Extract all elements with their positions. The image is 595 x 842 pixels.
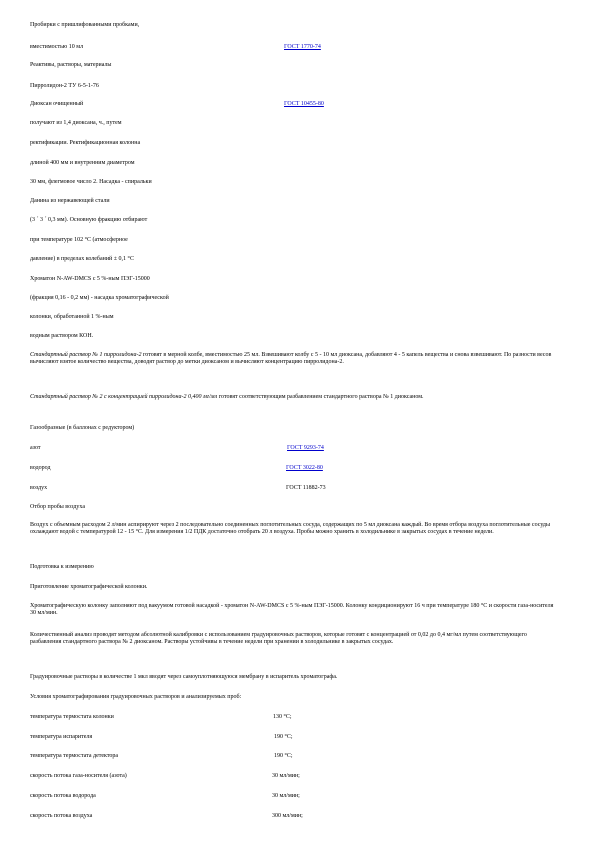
pyrrolidone-line: Пирролидон-2 ТУ 6-5-1-76 [30,83,99,89]
dioxane-line: ректификации. Ректификационная колонна [30,140,141,146]
gost-10455-link[interactable]: ГОСТ 10455-80 [284,101,324,107]
dioxane-line: давление) в пределах колебаний ± 0,1 °С [30,256,134,262]
condition-value: 190 °С; [274,734,293,740]
preparation-heading: Подготовка к измерению [30,564,94,570]
dioxane-line: Данина из нержавеющей стали [30,198,110,204]
dioxane-line: (3 ´ 3 ´ 0,3 мм). Основную фракцию отбирают [30,217,148,223]
gost-3022-link[interactable]: ГОСТ 3022-80 [286,465,323,471]
dioxane-line: 30 мм, флегмовое число 2. Насадка - спиральки [30,179,152,185]
gost-1770-link[interactable]: ГОСТ 1770-74 [284,44,321,50]
intro-line: вместимостью 10 мл [30,44,84,50]
dioxane-line: Хроматон N-AW-DMCS с 5 %-ным ПЭГ-15000 [30,276,150,282]
condition-value: 190 °С; [274,753,293,759]
dioxane-line: водным раствором КОН. [30,333,94,339]
dioxane-line: колонки, обработанной 1 %-ным [30,314,114,320]
column-prep-heading: Приготовление хроматографической колонки. [30,584,148,590]
gas-name: водород [30,465,51,471]
gost-9293-link[interactable]: ГОСТ 9293-74 [287,445,324,451]
condition-label: температура термостата детектора [30,753,119,759]
standard-solution-1-paragraph [30,352,555,366]
dioxane-line: при температуре 102 °С (атмосферное [30,237,128,243]
quantitative-analysis-paragraph: Количественный анализ проводят методом абсолютной калибровки с использованием градуировочных растворов, которые готовят с концентрацией от 0,02 до 0,4 мг/мл путем соответствующего разбавления стандартного раствора № 2 диоксаном. Растворы устойчивы в течение недели при хранении в холодильнике в закрытых сосудах. [30,632,527,646]
dioxane-line: получают из 1,4 диоксана, ч., путем [30,120,122,126]
gas-name: воздух [30,485,48,491]
condition-value: 30 мл/мин; [272,793,300,799]
dioxane-line: длиной 400 мм и внутренним диаметром [30,160,135,166]
condition-label: температура термостата колонки [30,714,114,720]
dioxane-line: (фракция 0,16 - 0,2 мм) - насадка хроматографической [30,295,169,301]
reagents-heading: Реактивы, растворы, материалы [30,62,112,68]
standard-solution-1-text: готовят в мерной колбе, вместимостью 25 мл. Взвешивают колбу с 5 - 10 мл диоксана, добавляют 4 - 5 капель вещества и снова взвешивают. По разности весов вычисляют взятое количество вещества, доводят раствор до метки диоксаном и вычисляют концентрацию пирролидона-2. [30,352,552,366]
sampling-heading: Отбор пробы воздуха [30,504,85,510]
condition-label: скорость потока водорода [30,793,96,799]
standard-solution-2-title: Стандартный раствор № 2 с концентрацией пирролидона-2 0,400 мг/мл [30,394,218,400]
gas-name: азот [30,445,41,451]
condition-label: скорость потока воздуха [30,813,93,819]
gost-11882-text: ГОСТ 11882-73 [286,485,326,491]
condition-value: 300 мл/мин; [272,813,303,819]
standard-solution-2-text: готовят соответствующим разбавлением стандартного раствора № 1 диоксаном. [217,394,424,400]
sampling-paragraph: Воздух с объемным расходом 2 л/мин аспирируют через 2 последовательно соединенных поглотительных сосуда, содержащих по 5 мл диоксана каждый. Во время отбора воздуха поглотительные сосуды охлаждают водой с температурой 12 - 15 °С. Для измерения 1/2 ПДК достаточно отобрать 20 л воздуха. Пробы можно хранить в холодильнике в закрытых сосудах в течение недели. [30,522,551,536]
conditions-heading: Условия хроматографирования градуировочных растворов и анализируемых проб: [30,694,242,700]
condition-value: 130 °С; [273,714,292,720]
standard-solution-2-paragraph [30,394,555,401]
dioxane-label: Диоксан очищенный [30,101,84,107]
condition-value: 30 мл/мин; [272,773,300,779]
gases-heading: Газообразные (в баллонах с редуктором) [30,425,135,431]
intro-line: Пробирки с пришлифованными пробками, [30,22,140,28]
column-prep-paragraph: Хроматографическую колонку заполняют под вакуумом готовой насадкой - хроматон N-AW-DMCS с 5 %-ным ПЭГ-15000. Колонку кондиционируют 16 ч при температуре 180 °С и скорости газа-носителя 30 мл/мин. [30,603,554,617]
condition-label: температура испарителя [30,734,93,740]
condition-label: скорость потока газа-носителя (азота) [30,773,127,779]
standard-solution-1-title: Стандартный раствор № 1 пирролидона-2 [30,352,142,358]
injection-paragraph: Градуировочные растворы в количестве 1 мкл вводят через самоуплотняющуюся мембрану в испаритель хроматографа. [30,674,338,680]
